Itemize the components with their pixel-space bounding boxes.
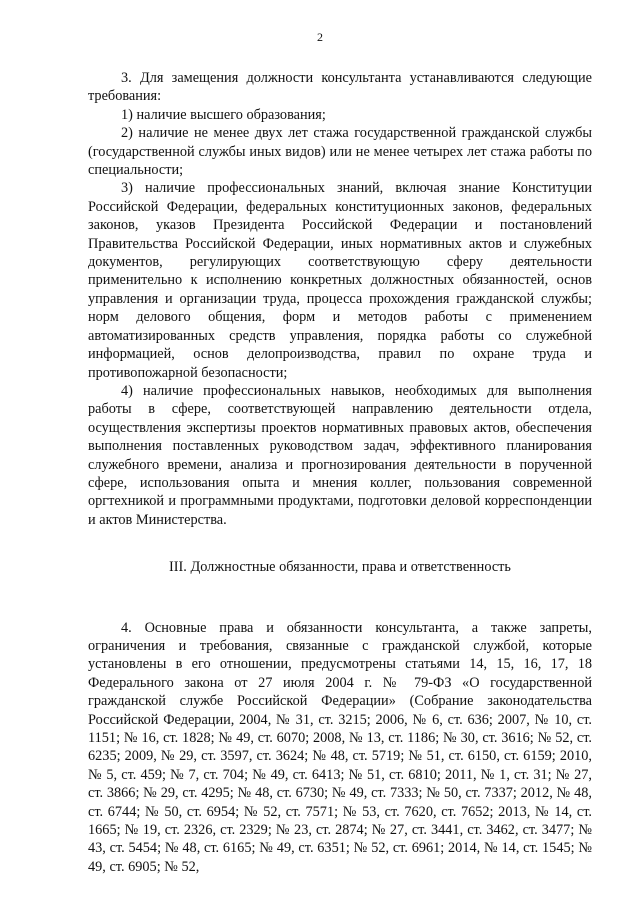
section-heading: III. Должностные обязанности, права и ответственность [169,559,511,576]
paragraph-3-requirements: 3. Для замещения должности консультанта устанавливаются следующие требования: [88,70,592,105]
paragraph-3-item-2: 2) наличие не менее двух лет стажа государственной гражданской службы (государственной службы иных видов) или не менее четырех лет стажа работы по специальности; [88,125,592,179]
paragraph-3-item-3: 3) наличие профессиональных знаний, включая знание Конституции Российской Федерации, федеральных конституционных законов, федеральных законов, указов Президента Российской Федерации и постановлений Правительства Российской Федерации, иных нормативных актов и служебных документов, регулирующих соответствующую сферу деятельности применительно к исполнению конкретных должностных обязанностей, основ управления и организации труда, процесса прохождения гражданской службы; норм делового общения, форм и методов работы с применением автоматизированных средств управления, порядка работы со служебной информацией, основ делопроизводства, правил по охране труда и противопожарной безопасности; [88,180,592,381]
paragraph-3-item-1: 1) наличие высшего образования; [121,106,326,123]
page-number: 2 [317,30,323,44]
paragraph-3-item-4: 4) наличие профессиональных навыков, необходимых для выполнения работы в сфере, соответствующей направлению деятельности отдела, осуществления экспертизы проектов нормативных правовых актов, обеспечения выполнения поставленных руководством задач, эффективного планирования служебного времени, анализа и прогнозирования деятельности в порученной сфере, использования опыта и мнения коллег, пользования современной оргтехникой и программными продуктами, подготовки деловой корреспонденции и актов Министерства. [88,382,592,528]
paragraph-4-rights-duties: 4. Основные права и обязанности консультанта, а также запреты, ограничения и требования, связанные с гражданской службой, которые установлены в его отношении, предусмотрены статьями 14, 15, 16, 17, 18 Федерального закона от 27 июля 2004 г. № 79-ФЗ «О государственной гражданской службе Российской Федерации» (Собрание законодательства Российской Федерации, 2004, № 31, ст. 3215; 2006, № 6, ст. 636; 2007, № 10, ст. 1151; № 16, ст. 1828; № 49, ст. 6070; 2008, № 13, ст. 1186; № 30, ст. 3616; № 52, ст. 6235; 2009, № 29, ст. 3597, ст. 3624; № 48, ст. 5719; № 51, ст. 6150, ст. 6159; 2010, № 5, ст. 459; № 7, ст. 704; № 49, ст. 6413; № 51, ст. 6810; 2011, № 1, ст. 31; № 27, ст. 3866; № 29, ст. 4295; № 48, ст. 6730; № 49, ст. 7333; № 50, ст. 7337; 2012, № 48, ст. 6744; № 50, ст. 6954; № 52, ст. 7571; № 53, ст. 7620, ст. 7652; 2013, № 14, ст. 1665; № 19, ст. 2326, ст. 2329; № 23, ст. 2874; № 27, ст. 3441, ст. 3462, ст. 3477; № 43, ст. 5454; № 48, ст. 6165; № 49, ст. 6351; № 52, ст. 6961; 2014, № 14, ст. 1545; № 49, ст. 6905; № 52, [88,619,592,875]
document-body [88,69,592,876]
